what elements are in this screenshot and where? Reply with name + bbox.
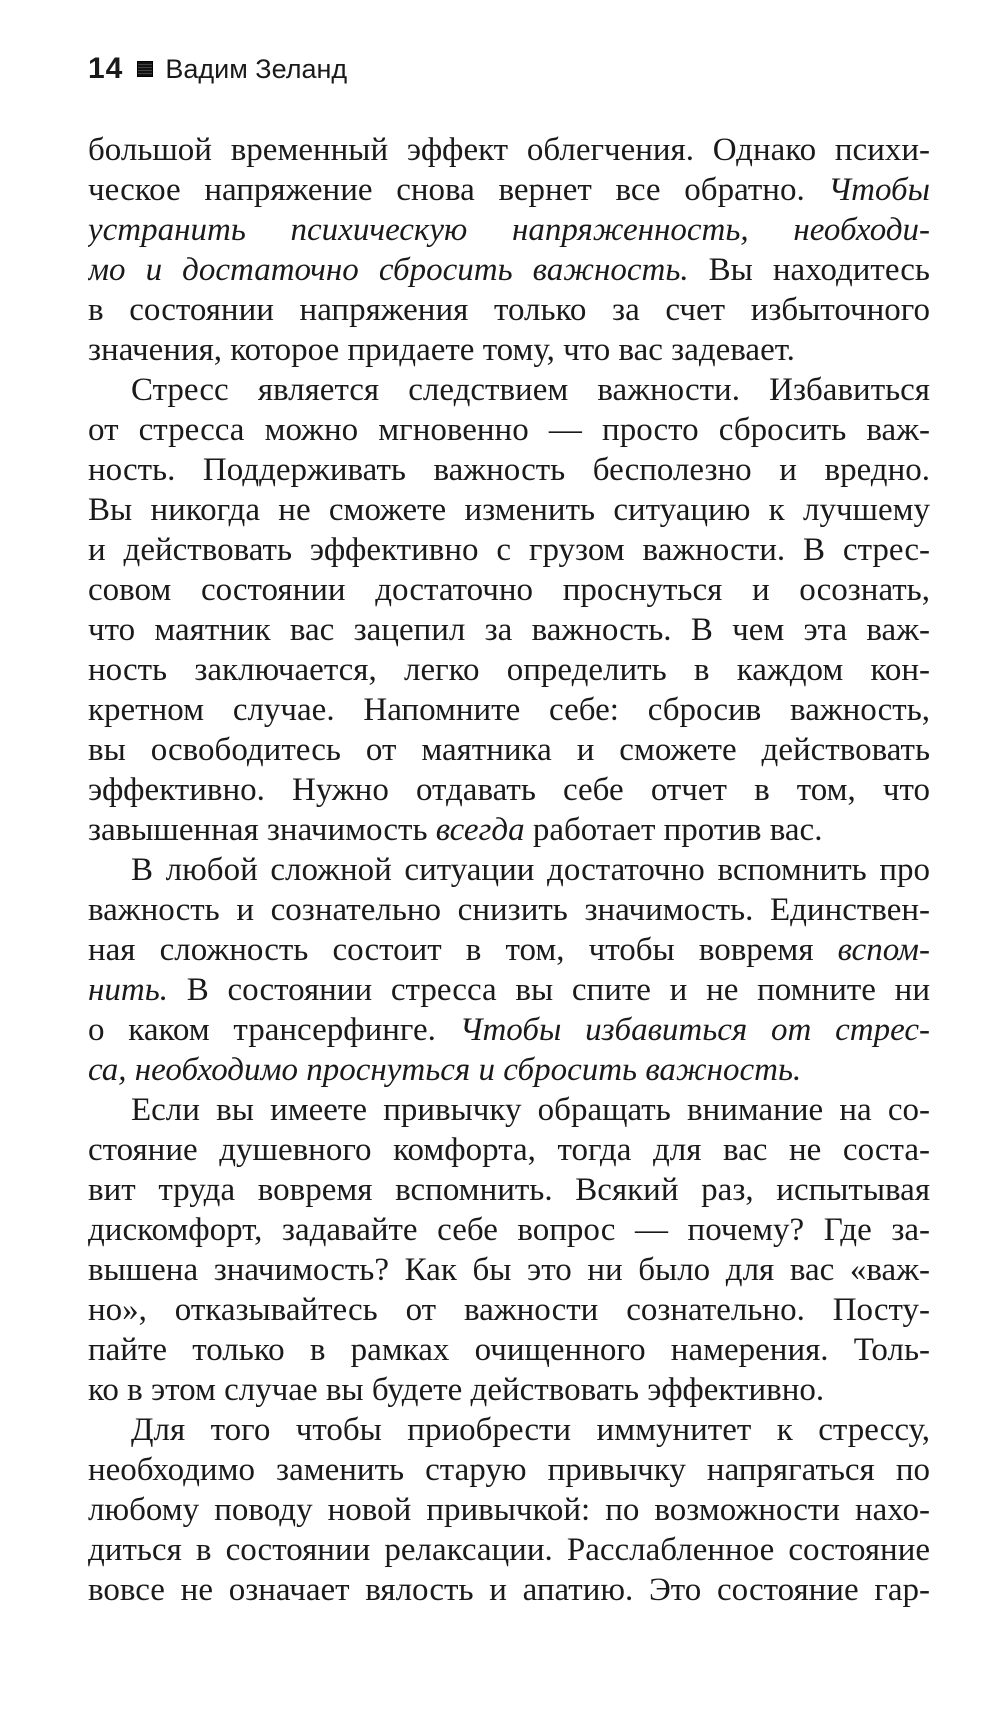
text-segment: вы освободитесь от маятника и сможете действовать — [88, 732, 930, 768]
text-segment: от стресса можно мгновенно — просто сбросить важ- — [88, 412, 930, 448]
text-segment: вышена значимость? Как бы это ни было для вас «важ- — [88, 1252, 930, 1288]
text-segment: любому поводу новой привычкой: по возможности нахо- — [88, 1492, 930, 1528]
text-segment: Стресс является следствием важности. Избавиться — [131, 372, 930, 408]
text-segment: стояние душевного комфорта, тогда для вас не соста- — [88, 1132, 930, 1168]
italic-segment: всегда — [435, 812, 525, 848]
text-segment: эффективно. Нужно отдавать себе отчет в том, что — [88, 772, 930, 808]
text-line — [88, 490, 930, 530]
text-segment: совом состоянии достаточно проснуться и осознать, — [88, 572, 930, 608]
text-line — [88, 330, 930, 370]
text-segment: о каком трансерфинге. — [88, 1012, 460, 1048]
text-segment: необходимо заменить старую привычку напрягаться по — [88, 1452, 930, 1488]
text-segment: пайте только в рамках очищенного намерения. Толь- — [88, 1332, 930, 1368]
text-line — [88, 610, 930, 650]
running-header — [88, 52, 347, 86]
text-line — [88, 890, 930, 930]
text-segment: работает против вас. — [524, 812, 823, 848]
text-segment: ческое напряжение снова вернет все обратно. — [88, 172, 829, 208]
text-line — [88, 730, 930, 770]
text-line — [88, 1450, 930, 1490]
italic-segment: Чтобы избавиться от стрес- — [459, 1012, 930, 1048]
text-line — [88, 290, 930, 330]
text-segment: кретном случае. Напомните себе: сбросив важность, — [88, 692, 930, 728]
text-line — [88, 970, 930, 1010]
square-bullet-icon — [137, 61, 153, 77]
text-segment: ность заключается, легко определить в каждом кон- — [88, 652, 930, 688]
text-segment: диться в состоянии релаксации. Расслабленное состояние — [88, 1532, 930, 1568]
text-segment: Для того чтобы приобрести иммунитет к стрессу, — [131, 1412, 930, 1448]
text-line — [88, 930, 930, 970]
text-line — [88, 570, 930, 610]
italic-segment: Чтобы — [828, 172, 930, 208]
italic-segment: нить. — [88, 972, 168, 1008]
text-segment: дискомфорт, задавайте себе вопрос — почему? Где за- — [88, 1212, 930, 1248]
text-segment: в состоянии напряжения только за счет избыточного — [88, 292, 930, 328]
italic-segment: устранить психическую напряженность, необходи- — [88, 212, 930, 248]
text-segment: значения, которое придаете тому, что вас задевает. — [88, 332, 795, 368]
text-segment: Вы никогда не сможете изменить ситуацию к лучшему — [88, 492, 930, 528]
text-segment: вит труда вовремя вспомнить. Всякий раз, испытывая — [88, 1172, 930, 1208]
text-segment: ко в этом случае вы будете действовать эффективно. — [88, 1372, 825, 1408]
text-line — [88, 1210, 930, 1250]
italic-segment: вспом- — [837, 932, 930, 968]
text-line — [88, 170, 930, 210]
text-line — [88, 810, 930, 850]
text-segment: Вы находитесь — [688, 252, 930, 288]
text-line — [88, 1170, 930, 1210]
text-line — [88, 850, 930, 890]
text-line — [88, 530, 930, 570]
text-line — [88, 250, 930, 290]
text-line — [88, 1130, 930, 1170]
text-segment: В состоянии стресса вы спите и не помните ни — [167, 972, 930, 1008]
text-segment: важность и сознательно снизить значимость. Единствен- — [88, 892, 930, 928]
text-line — [88, 1290, 930, 1330]
italic-segment: мо и достаточно сбросить важность. — [88, 252, 689, 288]
text-line — [88, 690, 930, 730]
text-line — [88, 650, 930, 690]
text-segment: вовсе не означает вялость и апатию. Это состояние гар- — [88, 1572, 930, 1608]
page-number: 14 — [88, 52, 124, 85]
text-line — [88, 130, 930, 170]
text-line — [88, 1370, 930, 1410]
text-segment: но», отказывайтесь от важности сознательно. Посту- — [88, 1292, 930, 1328]
author-name: Вадим Зеланд — [165, 53, 348, 84]
text-line — [88, 1490, 930, 1530]
text-line — [88, 450, 930, 490]
text-line — [88, 1410, 930, 1450]
body-text — [88, 130, 930, 1610]
text-line — [88, 1250, 930, 1290]
text-segment: большой временный эффект облегчения. Однако психи- — [88, 132, 930, 168]
text-line — [88, 210, 930, 250]
text-line — [88, 1050, 930, 1090]
text-segment: ность. Поддерживать важность бесполезно и вредно. — [88, 452, 930, 488]
text-line — [88, 410, 930, 450]
text-segment: В любой сложной ситуации достаточно вспомнить про — [131, 852, 930, 888]
text-segment: завышенная значимость — [88, 812, 436, 848]
text-segment: что маятник вас зацепил за важность. В чем эта важ- — [88, 612, 930, 648]
text-line — [88, 1090, 930, 1130]
text-line — [88, 1010, 930, 1050]
text-line — [88, 770, 930, 810]
text-line — [88, 1530, 930, 1570]
text-line — [88, 370, 930, 410]
text-segment: ная сложность состоит в том, чтобы вовремя — [88, 932, 838, 968]
text-segment: Если вы имеете привычку обращать внимание на со- — [131, 1092, 930, 1128]
text-line — [88, 1330, 930, 1370]
italic-segment: са, необходимо проснуться и сбросить важность. — [88, 1052, 802, 1088]
text-line — [88, 1570, 930, 1610]
text-segment: и действовать эффективно с грузом важности. В стрес- — [88, 532, 930, 568]
